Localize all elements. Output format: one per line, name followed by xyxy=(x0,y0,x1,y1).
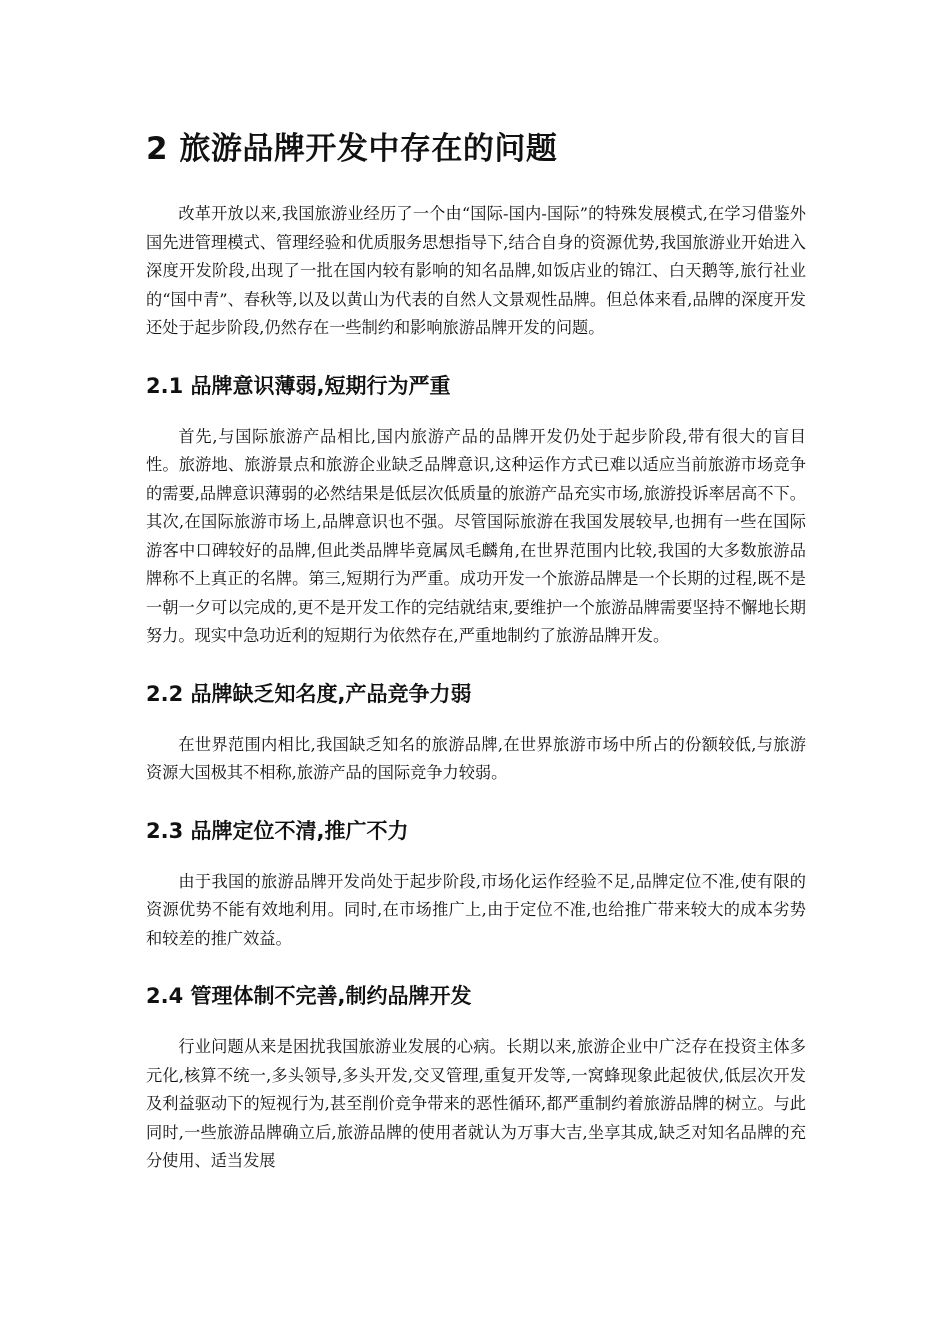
section-heading-2-4: 2.4 管理体制不完善,制约品牌开发 xyxy=(146,984,472,1008)
section-body-2-2: 在世界范围内相比,我国缺乏知名的旅游品牌,在世界旅游市场中所占的份额较低,与旅游资源大国极其不相称,旅游产品的国际竞争力较弱。 xyxy=(146,734,806,782)
section-body-2-3: 由于我国的旅游品牌开发尚处于起步阶段,市场化运作经验不足,品牌定位不准,使有限的资源优势不能有效地利用。同时,在市场推广上,由于定位不准,也给推广带来较大的成本劣势和较差的推广效益。 xyxy=(146,871,806,948)
section-heading-2-1: 2.1 品牌意识薄弱,短期行为严重 xyxy=(146,373,451,398)
section-heading-2-3: 2.3 品牌定位不清,推广不力 xyxy=(146,818,409,843)
section-body-2-4: 行业问题从来是困扰我国旅游业发展的心病。长期以来,旅游企业中广泛存在投资主体多元化,核算不统一,多头领导,多头开发,交叉管理,重复开发等,一窝蜂现象此起彼伏,低层次开发及利益驱动下的短视行为,甚至削价竞争带来的恶性循环,都严重制约着旅游品牌的树立。与此同时,一些旅游品牌确立后,旅游品牌的使用者就认为万事大吉,坐享其成,缺乏对知名品牌的充分使用、适当发展 xyxy=(146,1037,806,1170)
page-title: 2 旅游品牌开发中存在的问题 xyxy=(146,131,558,167)
section-body-2-1: 首先,与国际旅游产品相比,国内旅游产品的品牌开发仍处于起步阶段,带有很大的盲目性。旅游地、旅游景点和旅游企业缺乏品牌意识,这种运作方式已难以适应当前旅游市场竞争的需要,品牌意识薄弱的必然结果是低层次低质量的旅游产品充实市场,旅游投诉率居高不下。其次,在国际旅游市场上,品牌意识也不强。尽管国际旅游在我国发展较早,也拥有一些在国际游客中口碑较好的品牌,但此类品牌毕竟属凤毛麟角,在世界范围内比较,我国的大多数旅游品牌称不上真正的名牌。第三,短期行为严重。成功开发一个旅游品牌是一个长期的过程,既不是一朝一夕可以完成的,更不是开发工作的完结就结束,要维护一个旅游品牌需要坚持不懈地长期努力。现实中急功近利的短期行为依然存在,严重地制约了旅游品牌开发。 xyxy=(146,426,806,645)
intro-paragraph: 改革开放以来,我国旅游业经历了一个由“国际-国内-国际”的特殊发展模式,在学习借鉴外国先进管理模式、管理经验和优质服务思想指导下,结合自身的资源优势,我国旅游业开始进入深度开发阶段,出现了一批在国内较有影响的知名品牌,如饭店业的锦江、白天鹅等,旅行社业的“国中青”、春秋等,以及以黄山为代表的自然人文景观性品牌。但总体来看,品牌的深度开发还处于起步阶段,仍然存在一些制约和影响旅游品牌开发的问题。 xyxy=(146,204,806,337)
document-content xyxy=(146,124,806,1176)
section-heading-2-2: 2.2 品牌缺乏知名度,产品竞争力弱 xyxy=(146,681,472,706)
